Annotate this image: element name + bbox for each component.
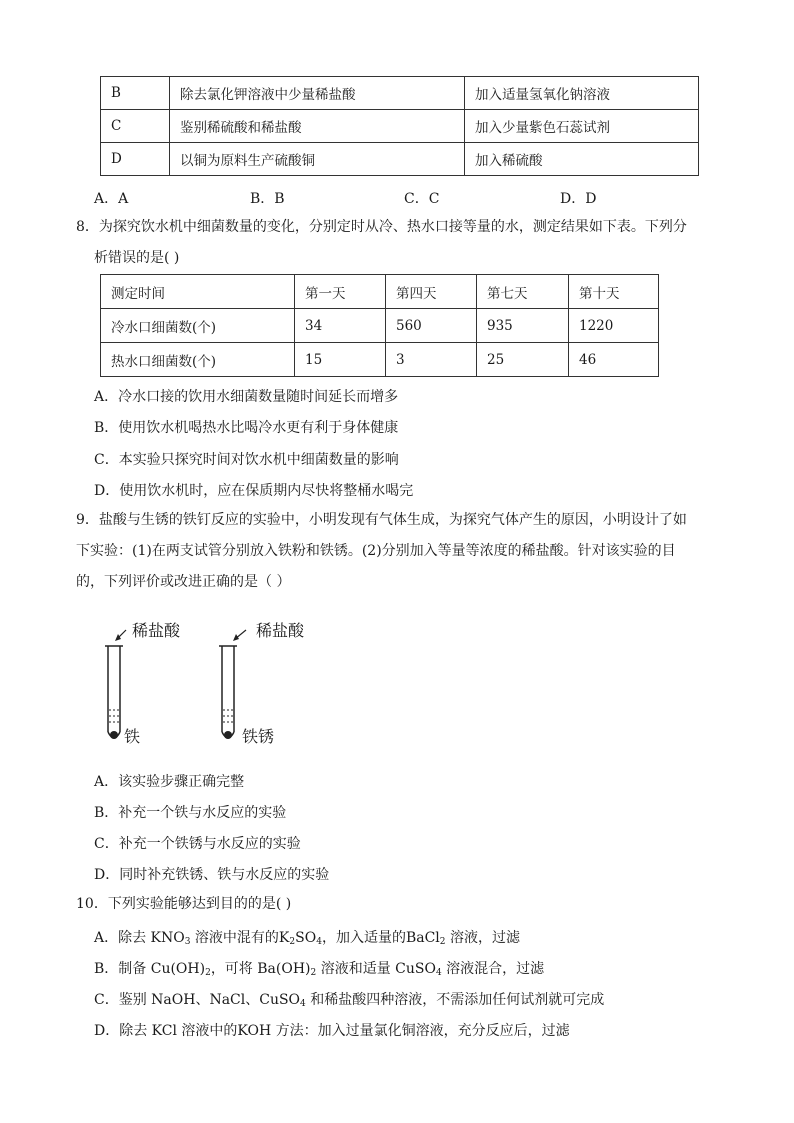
q9-option-b: B．补充一个铁与水反应的实验 (94, 805, 287, 821)
q10-option-d: D．除去 KCl 溶液中的KOH 方法：加入过量氯化铜溶液，充分反应后，过滤 (94, 1023, 570, 1039)
table-cell: 冷水口细菌数(个) (101, 309, 295, 343)
q10-option-a (94, 927, 520, 947)
table-header: 第七天 (477, 275, 569, 309)
q8-option-b: B．使用饮水机喝热水比喝冷水更有利于身体健康 (94, 420, 399, 436)
q10-a-sub: 4 (316, 937, 322, 947)
left-tube-label: 稀盐酸 (132, 621, 181, 640)
q10-c-text: 和稀盐酸四种溶液，不需添加任何试剂就可完成 (305, 992, 605, 1008)
table-cell: 加入稀硫酸 (465, 143, 699, 176)
q10-a-text: 溶液中混有的K (190, 930, 290, 946)
table-header: 第十天 (569, 275, 659, 309)
q7-option-a: A．A (94, 191, 129, 207)
left-test-tube (105, 630, 126, 739)
q10-c-sub: 4 (300, 999, 306, 1009)
bacteria-table (100, 274, 659, 377)
q10-option-c (94, 989, 604, 1009)
right-test-tube (219, 630, 246, 739)
table-cell: 34 (295, 309, 386, 343)
q9-stem-line3: 的，下列评价或改进正确的是（ ） (76, 574, 291, 590)
right-tube-label: 稀盐酸 (256, 621, 305, 640)
table-cell: 加入少量紫色石蕊试剂 (465, 110, 699, 143)
q7-option-b: B．B (250, 191, 285, 207)
q10-b-sub: 2 (205, 968, 211, 978)
q10-c-text: C．鉴别 NaOH、NaCl、CuSO (94, 992, 301, 1008)
q10-a-sub: 3 (184, 937, 191, 947)
q10-a-text: ，加入适量的BaCl (321, 930, 440, 946)
table-row (101, 309, 659, 343)
table-header-row (101, 275, 659, 309)
table-row (101, 343, 659, 377)
q8-option-a: A．冷水口接的饮用水细菌数量随时间延长而增多 (94, 389, 399, 405)
table-cell: C (101, 110, 170, 143)
q10-b-text: 溶液和适量 CuSO (316, 961, 436, 977)
table-cell: D (101, 143, 170, 176)
table-cell: 560 (386, 309, 477, 343)
right-tube-content-label: 铁锈 (242, 727, 275, 746)
table-row (101, 143, 699, 176)
q9-option-c: C．补充一个铁锈与水反应的实验 (94, 836, 301, 852)
table-cell: 46 (569, 343, 659, 377)
table-row (101, 110, 699, 143)
table-cell: 15 (295, 343, 386, 377)
q7-option-c: C．C (404, 191, 440, 207)
table-cell: 25 (477, 343, 569, 377)
q7-option-d: D．D (560, 191, 597, 207)
q10-a-text: 溶液，过滤 (445, 930, 520, 946)
table-cell: B (101, 77, 170, 110)
q9-stem-line2: 下实验：(1)在两支试管分别放入铁粉和铁锈。(2)分别加入等量等浓度的稀盐酸。针对该实验的目 (76, 543, 676, 559)
table-header: 第一天 (295, 275, 386, 309)
q8-stem-line1: 8．为探究饮水机中细菌数量的变化，分别定时从冷、热水口接等量的水，测定结果如下表。下列分 (76, 219, 687, 235)
q10-a-text: SO (295, 930, 317, 946)
q10-b-text: 溶液混合，过滤 (441, 961, 545, 977)
q10-a-sub: 2 (289, 937, 296, 947)
q9-option-d: D．同时补充铁锈、铁与水反应的实验 (94, 867, 330, 883)
q10-b-text: B．制备 Cu(OH) (94, 961, 206, 977)
table-cell: 加入适量氢氧化钠溶液 (465, 77, 699, 110)
table-cell: 935 (477, 309, 569, 343)
q8-option-d: D．使用饮水机时，应在保质期内尽快将整桶水喝完 (94, 483, 414, 499)
table-header: 第四天 (386, 275, 477, 309)
table-header: 测定时间 (101, 275, 295, 309)
q10-b-text: ，可将 Ba(OH) (210, 961, 311, 977)
q8-stem-line2: 析错误的是( ) (94, 250, 180, 266)
table-cell: 除去氯化钾溶液中少量稀盐酸 (170, 77, 465, 110)
q10-b-sub: 4 (435, 968, 442, 978)
options-table (100, 76, 699, 176)
table-row (101, 77, 699, 110)
table-cell: 以铜为原料生产硫酸铜 (170, 143, 465, 176)
q9-stem-line1: 9．盐酸与生锈的铁钉反应的实验中，小明发现有气体生成，为探究气体产生的原因，小明设计了如 (76, 512, 687, 528)
table-cell: 鉴别稀硫酸和稀盐酸 (170, 110, 465, 143)
q9-option-a: A．该实验步骤正确完整 (94, 774, 245, 790)
test-tube-figure (96, 612, 306, 752)
left-tube-content-label: 铁 (124, 727, 141, 746)
q10-b-sub: 2 (310, 968, 317, 978)
table-cell: 1220 (569, 309, 659, 343)
q10-stem: 10．下列实验能够达到目的的是( ) (76, 896, 292, 912)
q10-option-b (94, 958, 544, 978)
q8-option-c: C．本实验只探究时间对饮水机中细菌数量的影响 (94, 452, 399, 468)
table-cell: 热水口细菌数(个) (101, 343, 295, 377)
q10-a-text: A．除去 KNO (94, 930, 185, 946)
table-cell: 3 (386, 343, 477, 377)
q10-a-sub: 2 (439, 937, 446, 947)
